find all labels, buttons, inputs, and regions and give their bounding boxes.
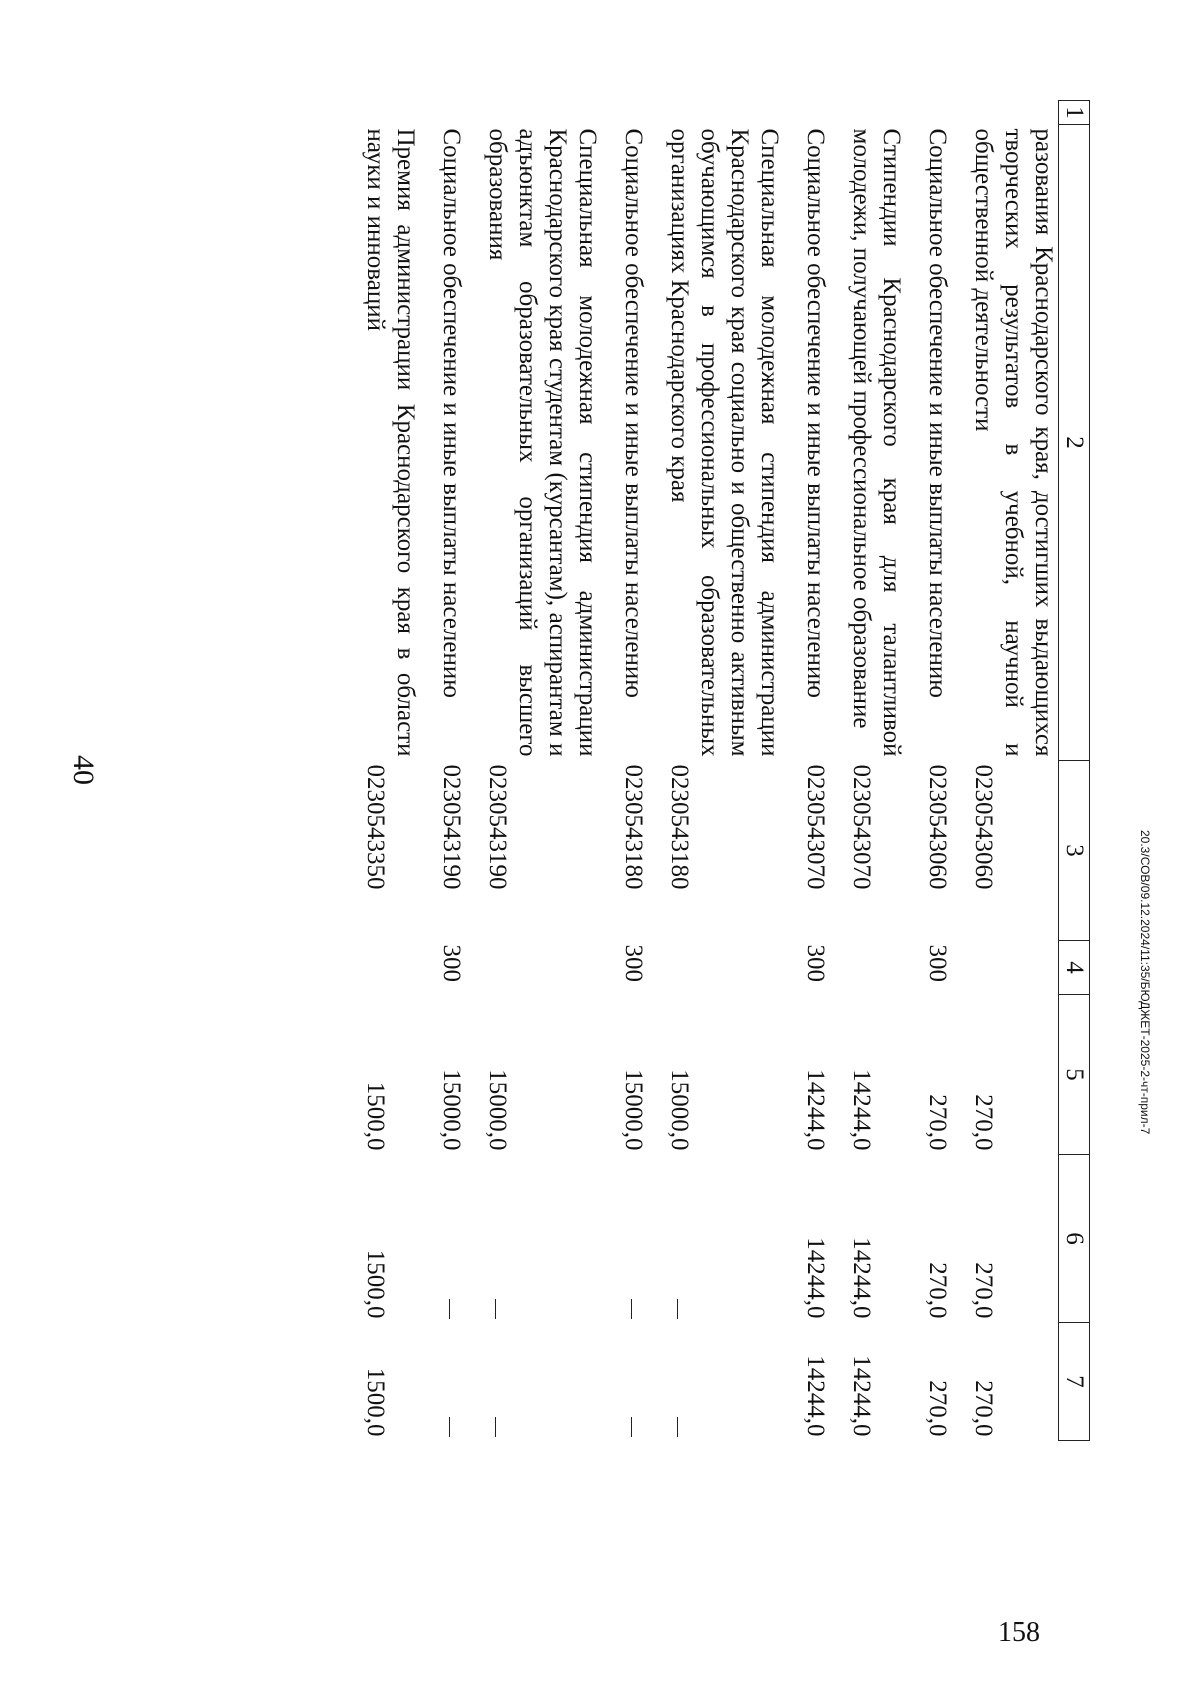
amount-2027-cell: 270,0 — [924, 1380, 951, 1437]
amount-2026-cell: 270,0 — [924, 1262, 951, 1319]
target-code-cell: 0230543060 — [924, 764, 951, 890]
dash-mark — [449, 1417, 450, 1437]
header-col-2: 2 — [1059, 125, 1090, 761]
amount-2027-cell — [654, 1323, 790, 1441]
table-row — [790, 101, 836, 1441]
target-code-cell: 0230543180 — [620, 764, 647, 890]
dash-mark — [495, 1299, 496, 1319]
amount-2027-cell: 14244,0 — [802, 1355, 829, 1437]
amount-2025-cell: 14244,0 — [848, 1069, 875, 1151]
budget-table — [350, 100, 1090, 1441]
row-number-cell — [608, 101, 654, 125]
expense-type-cell — [472, 941, 608, 995]
header-col-1: 1 — [1059, 101, 1090, 125]
rotated-page — [67, 100, 1152, 1660]
amount-2026-cell: 1500,0 — [362, 1249, 389, 1319]
table-row — [654, 101, 790, 1441]
row-number-cell — [350, 101, 426, 125]
dash-mark — [677, 1299, 678, 1319]
target-code-cell: 0230543180 — [666, 764, 693, 890]
table-row — [608, 101, 654, 1441]
row-number-cell — [654, 101, 790, 125]
row-number-cell — [912, 101, 958, 125]
target-code-cell: 0230543350 — [362, 764, 389, 890]
row-number-cell — [426, 101, 472, 125]
header-col-3: 3 — [1059, 761, 1090, 941]
table-row — [912, 101, 958, 1441]
target-code-cell: 0230543060 — [970, 764, 997, 890]
table-row — [836, 101, 912, 1441]
amount-2025-cell: 1500,0 — [362, 1081, 389, 1151]
amount-2027-cell: 14244,0 — [848, 1355, 875, 1437]
expense-type-cell — [836, 941, 912, 995]
amount-2025-cell: 270,0 — [970, 1094, 997, 1151]
target-code-cell: 0230543190 — [484, 764, 511, 890]
expense-type-cell — [654, 941, 790, 995]
dash-mark — [495, 1417, 496, 1437]
row-number-cell — [472, 101, 608, 125]
table-row — [958, 101, 1059, 1441]
row-name-cell: Специальная молодежная стипендия администрации Краснодарского края студентам (курсантам), аспирантам и адъюнктам образовательных организаций высшего образования — [484, 128, 601, 757]
row-number-cell — [836, 101, 912, 125]
header-col-4: 4 — [1059, 941, 1090, 995]
row-name-cell: Специальная молодежная стипендия администрации Краснодарского края социально и общественно активным обучающимся в профессиональных образовательных организациях Краснодарского края — [666, 128, 783, 757]
row-number-cell — [790, 101, 836, 125]
target-code-cell: 0230543190 — [438, 764, 465, 890]
amount-2027-cell — [426, 1323, 472, 1441]
table-row — [426, 101, 472, 1441]
amount-2027-cell — [472, 1323, 608, 1441]
table-row — [350, 101, 426, 1441]
table-body — [350, 101, 1059, 1441]
amount-2026-cell: 14244,0 — [802, 1237, 829, 1319]
dash-mark — [631, 1299, 632, 1319]
amount-2026-cell — [472, 1155, 608, 1323]
amount-2026-cell — [608, 1155, 654, 1323]
amount-2025-cell: 270,0 — [924, 1094, 951, 1151]
footer-code: 20.3/СОВ/09.12.2024/11:35/БЮДЖЕТ-2025-2-чт-прил-7 — [1138, 830, 1152, 1135]
row-number-cell — [958, 101, 1059, 125]
dash-mark — [631, 1417, 632, 1437]
expense-type-cell: 300 — [438, 944, 465, 982]
amount-2026-cell: 14244,0 — [848, 1237, 875, 1319]
row-name-cell: Стипендии Краснодарского края для талантливой молодежи, получающей профессиональное образование — [848, 128, 905, 757]
header-col-5: 5 — [1059, 995, 1090, 1155]
amount-2025-cell: 15000,0 — [666, 1069, 693, 1151]
row-name-cell: Социальное обеспечение и иные выплаты населению — [802, 128, 829, 698]
amount-2025-cell: 14244,0 — [802, 1069, 829, 1151]
header-col-7: 7 — [1059, 1323, 1090, 1441]
dash-mark — [449, 1299, 450, 1319]
row-name-cell: Социальное обеспечение и иные выплаты населению — [620, 128, 647, 698]
row-name-cell: Социальное обеспечение и иные выплаты населению — [924, 128, 951, 698]
amount-2027-cell — [608, 1323, 654, 1441]
target-code-cell: 0230543070 — [848, 764, 875, 890]
header-col-6: 6 — [1059, 1155, 1090, 1323]
table-header — [1059, 101, 1090, 1441]
amount-2025-cell: 15000,0 — [438, 1069, 465, 1151]
row-name-cell: Социальное обеспечение и иные выплаты населению — [438, 128, 465, 698]
row-name-cell: разования Краснодарского края, достигших выдающихся творческих результатов в учебной, научной и общественной деятельности — [970, 128, 1057, 757]
amount-2025-cell: 15000,0 — [484, 1069, 511, 1151]
target-code-cell: 0230543070 — [802, 764, 829, 890]
expense-type-cell — [958, 941, 1059, 995]
amount-2025-cell: 15000,0 — [620, 1069, 647, 1151]
expense-type-cell — [350, 941, 426, 995]
expense-type-cell: 300 — [924, 944, 951, 982]
expense-type-cell: 300 — [802, 944, 829, 982]
amount-2026-cell — [654, 1155, 790, 1323]
amount-2026-cell — [426, 1155, 472, 1323]
page-number: 40 — [67, 755, 100, 785]
expense-type-cell: 300 — [620, 944, 647, 982]
amount-2027-cell: 1500,0 — [362, 1367, 389, 1437]
table-row — [472, 101, 608, 1441]
dash-mark — [677, 1417, 678, 1437]
amount-2026-cell: 270,0 — [970, 1262, 997, 1319]
row-name-cell: Премия администрации Краснодарского края в области науки и инноваций — [362, 128, 419, 757]
amount-2027-cell: 270,0 — [970, 1380, 997, 1437]
sheet-number: 158 — [998, 1617, 1040, 1648]
